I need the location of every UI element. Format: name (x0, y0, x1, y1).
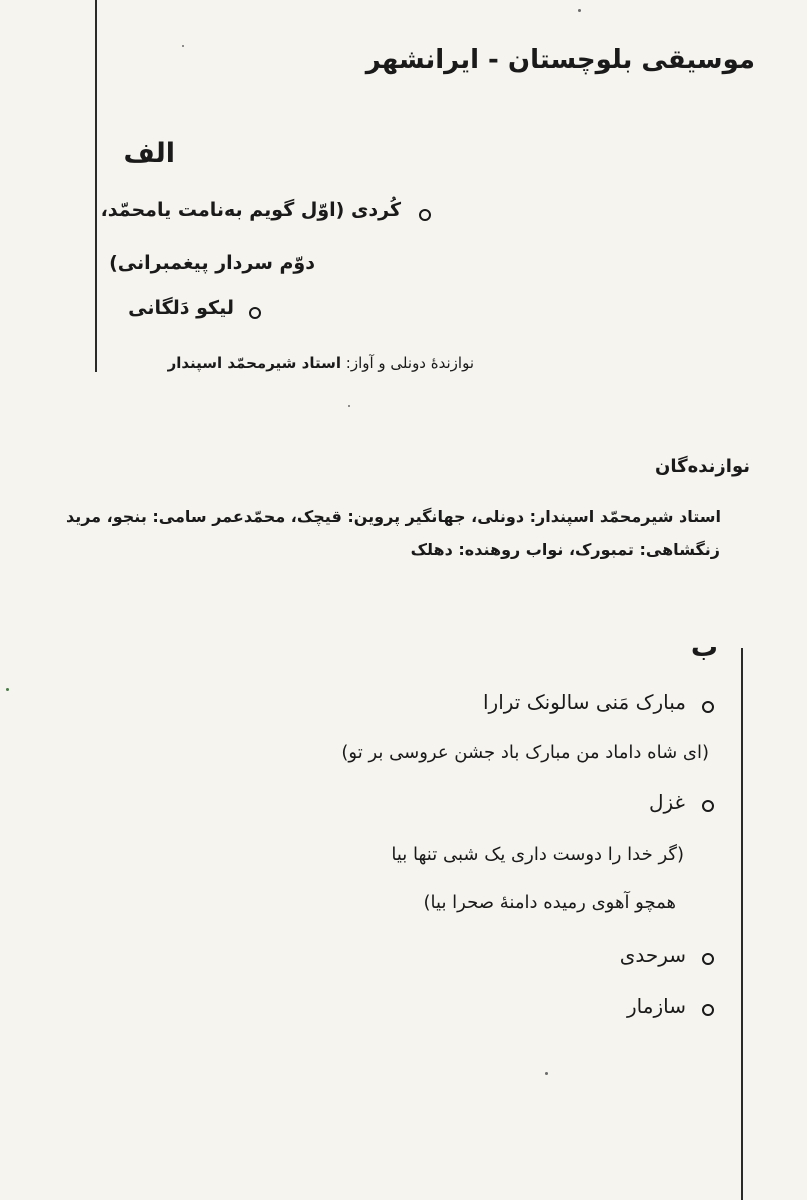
bullet-icon (702, 1004, 714, 1016)
credit-label: نوازندهٔ دونلی و آواز: (345, 354, 474, 372)
credit-value: استاد شیرمحمّد اسپندار (167, 354, 341, 372)
scan-speck (578, 9, 581, 12)
bullet-icon (702, 701, 714, 713)
track-liko-dalgani: لیکو دَلگانی (128, 297, 234, 319)
track-sazmar-title: سازمار (627, 994, 686, 1018)
bullet-icon (702, 800, 714, 812)
section-b-heading: ب (690, 632, 718, 663)
musicians-line1: استاد شیرمحمّد اسپندار: دونلی، جهانگیر پروین: قیچک، محمّدعمر سامی: بنجو، مرید (65, 507, 721, 526)
scan-speck (182, 45, 184, 47)
musicians-heading: نوازنده‌گان (655, 456, 750, 477)
track-ghazal-title: غزل (648, 790, 685, 814)
page-title: موسیقی بلوچستان - ایرانشهر (365, 45, 755, 75)
bullet-icon (249, 307, 261, 319)
section-a-heading: الف (123, 138, 175, 169)
left-margin-rule (95, 0, 97, 372)
track-ghazal-sub2: همچو آهوی رمیده دامنهٔ صحرا بیا) (423, 892, 676, 913)
scan-speck (348, 405, 350, 407)
scan-speck (545, 1072, 548, 1075)
bullet-icon (702, 953, 714, 965)
track-kurdi-line1: کُردی (اوّل گویم به‌نامت یامحمّد، (100, 199, 401, 221)
track-sarhaddi-title: سرحدی (619, 943, 686, 967)
bullet-icon (419, 209, 431, 221)
scan-speck (6, 688, 9, 691)
track-mubarak-sub: (ای شاه داماد من مبارک باد جشن عروسی بر تو) (341, 742, 709, 763)
section-a-credit (168, 354, 474, 372)
musicians-line2: زنگشاهی: تمبورک، نواب روهنده: دهلک (410, 540, 720, 559)
track-mubarak-title: مبارک مَنی سالونک ترارا (482, 690, 686, 714)
track-ghazal-sub1: (گر خدا را دوست داری یک شبی تنها بیا (391, 844, 684, 865)
track-kurdi-line2: دوّم سردار پیغمبرانی) (109, 252, 315, 274)
right-margin-rule (741, 648, 743, 1200)
